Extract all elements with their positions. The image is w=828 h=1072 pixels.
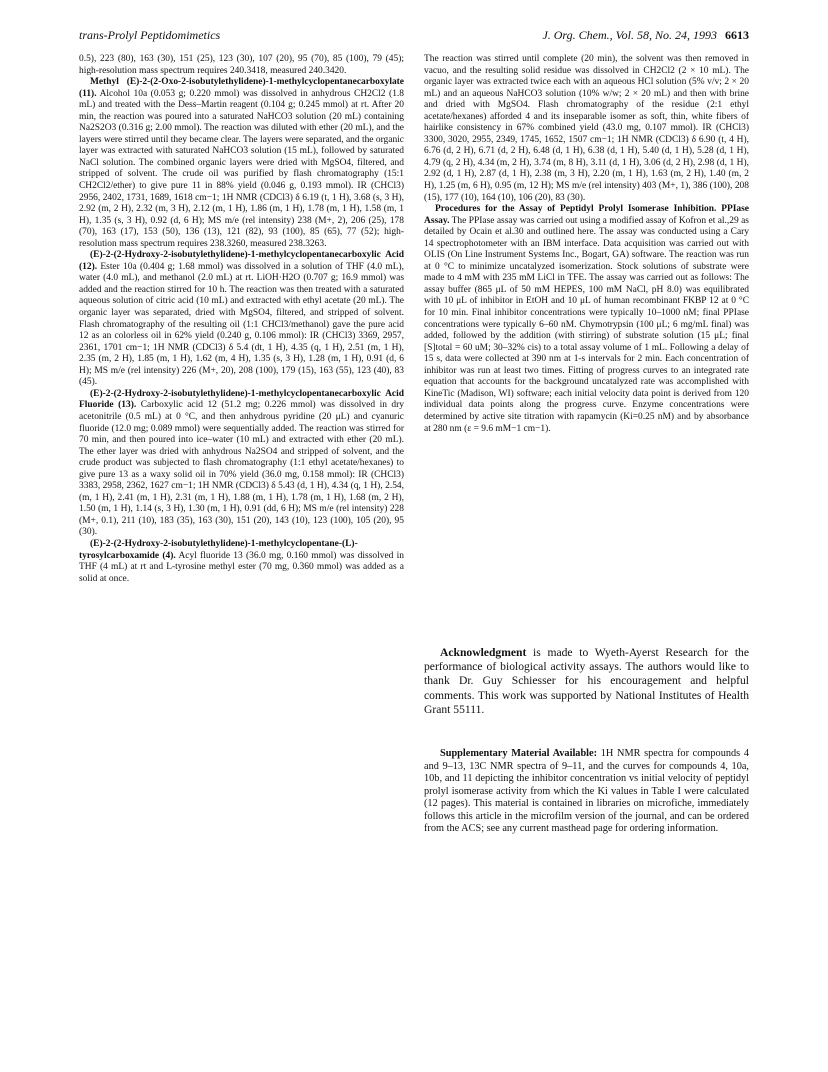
compound-heading: (E)-2-(2-Hydroxy-2-isobutylethylidene)-1-methylcyclopentanecarboxylic Acid Fluoride (13). <box>79 388 404 411</box>
page-number: 6613 <box>725 28 749 42</box>
compound-heading: (E)-2-(2-Hydroxy-2-isobutylethylidene)-1-methylcyclopentane-(L)-tyrosylcarboxamide (4). <box>79 538 358 561</box>
running-title: trans-Prolyl Peptidomimetics <box>79 28 221 42</box>
experimental-paragraph: 0.5), 223 (80), 163 (30), 151 (25), 123 (30), 107 (20), 95 (70), 85 (100), 79 (45); high-resolution mass spectrum requires 240.3418, measured 240.3420. <box>79 54 404 76</box>
experimental-paragraph: (E)-2-(2-Hydroxy-2-isobutylethylidene)-1-methylcyclopentanecarboxylic Acid Fluoride (13). Carboxylic acid 12 (51.2 mg; 0.226 mmol) was dissolved in dry acetonitrile (0.5 mL) at 0 °C, and then anhydrous pyridine (20 μL) and cyanuric fluoride (12.0 mg; 0.089 mmol) were sequentially added. The reaction was stirred for 70 min, and then poured into ice–water (10 mL) and extracted with ether (20 mL). The ether layer was dried with anhydrous Na2SO4 and stripped of solvent, and the crude product was subjected to flash chromatography (1:1 ethyl acetate/hexanes) to give pure 13 as a waxy solid oil in 70% yield (36.0 mg, 0.158 mmol): IR (CHCl3) 3383, 2958, 2362, 1627 cm−1; 1H NMR (CDCl3) δ 5.43 (d, 1 H), 4.34 (q, 1 H), 2.54, (m, 1 H), 2.41 (m, 1 H), 2.31 (m, 1 H), 1.88 (m, 1 H), 1.78 (m, 1 H), 1.68 (m, 2 H), 1.50 (m, 1 H), 1.14 (s, 3 H), 1.30 (m, 1 H), 0.91 (dd, 6 H); MS m/e (rel intensity) 228 (M+, 0.1), 211 (10), 183 (35), 163 (30), 151 (20), 143 (10), 123 (100), 105 (20), 95 (30). <box>79 388 404 538</box>
compound-heading: Methyl (E)-2-(2-Oxo-2-isobutylethylidene)-1-methylcyclopentanecarboxylate (11). <box>79 77 404 99</box>
assay-heading: Procedures for the Assay of Peptidyl Prolyl Isomerase Inhibition. PPIase Assay. <box>424 204 749 226</box>
compound-heading: (E)-2-(2-Hydroxy-2-isobutylethylidene)-1-methylcyclopentanecarboxylic Acid (12). <box>79 250 404 272</box>
left-column <box>79 54 404 1054</box>
supplementary-text: 1H NMR spectra for compounds 4 and 9–13, 13C NMR spectra of 9–11, and the curves for compounds 4, 10a, 10b, and 11 depicting the inhibitor concentration vs initial velocity of peptidyl prolyl isomerase activity from which the Ki values in Table I were calculated (12 pages). This material is contained in libraries on microfiche, immediately follows this article in the microfilm version of the journal, and can be ordered from the ACS; see any current masthead page for ordering information. <box>424 748 749 835</box>
experimental-paragraph: The reaction was stirred until complete (20 min), the solvent was then removed in vacuo, and the resulting solid residue was dissolved in CH2Cl2 (2 × 10 mL). The organic layer was extracted twice each with an aqueous HCl solution (5% v/v; 2 × 20 mL) and an aqueous NaHCO3 solution (10% w/w; 2 × 20 mL) and then with brine and dried with MgSO4. Flash chromatography of the residue (2:1 ethyl acetate/hexanes) afforded 4 and its inseparable isomer as soft, thin, white fibers of hairlike consistency in 67% combined yield (43.0 mg, 0.107 mmol). IR (CHCl3) 3300, 3020, 2955, 2349, 1745, 1652, 1507 cm−1; 1H NMR (CDCl3) δ 6.90 (t, 4 H), 6.76 (d, 2 H), 6.71 (d, 2 H), 6.48 (d, 1 H), 6.38 (d, 1 H), 5.40 (d, 1 H), 5.28 (d, 1 H), 4.79 (q, 2 H), 4.34 (m, 2 H), 3.74 (m, 8 H), 3.11 (d, 1 H), 3.06 (d, 2 H), 2.98 (d, 1 H), 2.92 (d, 1 H), 2.87 (d, 1 H), 2.38 (m, 3 H), 2.20 (m, 1 H), 1.63 (m, 2 H), 1.40 (m, 2 H), 1.25 (m, 6 H), 0.95 (m, 12 H); MS m/e (rel intensity) 403 (M+, 1), 386 (100), 208 (15), 177 (10), 164 (10), 106 (20), 83 (30). <box>424 54 749 203</box>
experimental-paragraph: (E)-2-(2-Hydroxy-2-isobutylethylidene)-1-methylcyclopentane-(L)-tyrosylcarboxamide (4). Acyl fluoride 13 (36.0 mg, 0.160 mmol) was dissolved in THF (4 mL) at rt and L-tyrosine methyl ester (70 mg, 0.360 mmol) was added as a solid at once. <box>79 538 404 584</box>
supplementary-heading: Supplementary Material Available: <box>440 748 598 759</box>
acknowledgment-text: is made to Wyeth-Ayerst Research for the performance of biological activity assays. The authors would like to thank Dr. Guy Schiesser for his encouragement and helpful comments. This work was supported by National Institutes of Health Grant 55111. <box>424 646 749 716</box>
experimental-paragraph: (E)-2-(2-Hydroxy-2-isobutylethylidene)-1-methylcyclopentanecarboxylic Acid (12). Ester 10a (0.404 g; 1.68 mmol) was dissolved in a solution of THF (4.0 mL), water (4.0 mL), and methanol (2.0 mL) at rt. LiOH·H2O (0.707 g; 16.9 mmol) was added and the reaction stirred for 10 h. The reaction was then treated with a saturated aqueous solution of citric acid (10 mL) and extracted with ethyl acetate (20 mL). The organic layer was separated, dried with MgSO4, filtered, and stripped of solvent. Flash chromatography of the resulting oil (1:1 CHCl3/methanol) gave the pure acid 12 as an colorless oil in 62% yield (0.240 g, 0.106 mmol): IR (CHCl3) 3369, 2957, 2361, 1701 cm−1; 1H NMR (CDCl3) δ 5.4 (dt, 1 H), 4.35 (q, 1 H), 2.51 (m, 1 H), 2.35 (m, 2 H), 1.85 (m, 1 H), 1.62 (m, 4 H), 1.35 (s, 3 H), 1.28 (m, 1 H), 0.91 (d, 6 H); MS m/e (rel intensity) 226 (M+, 20), 208 (100), 179 (15), 163 (55), 123 (40), 83 (45). <box>79 250 404 388</box>
acknowledgment-heading: Acknowledgment <box>440 646 527 659</box>
journal-citation <box>542 28 749 42</box>
journal-reference: J. Org. Chem., Vol. 58, No. 24, 1993 <box>542 28 717 42</box>
acknowledgment-section <box>424 646 749 717</box>
supplementary-section <box>424 748 749 836</box>
assay-paragraph: Procedures for the Assay of Peptidyl Prolyl Isomerase Inhibition. PPIase Assay. The PPIase assay was carried out using a modified assay of Kofron et al.,29 as detailed by Ocain et al.30 and outlined here. The assay was conducted using a Cary 14 spectrophotometer with an IBM interface. Data acquisition was carried out with OLIS (On Line Instrument Systems Inc., Bogart, GA) software. The reaction was run at 0 °C to minimize uncatalyzed isomerization. Stock solutions of substrate were made to 4 mM with 235 mM LiCl in TFE. The assay was carried out as follows: The assay buffer (865 μL of 50 mM HEPES, 100 mM NaCl, pH 8.0) was equilibrated with 10 μL of inhibitor in EtOH and 10 μL of human recombinant FKBP 12 at 0 °C for 10 min. Final inhibitor concentrations were typically 10–1000 nM; final PPIase concentrations were typically 6–60 nM. Chymotrypsin (100 μL; 6 mg/mL final) was added, followed by the addition (with stirring) of substrate solution (15 μL; final [S]total = 60 uM; 30–32% cis) to a total assay volume of 1 mL. Following a delay of 15 s, data were collected at 390 nm at 1-s intervals for 2 min. Each concentration of inhibitor was run at least two times. Fitting of progress curves to an integrated rate equation that accounts for the background uncatalyzed rate was accomplished with KineTic (Madison, WI) software; each initial velocity data point is derived from 120 individual data points along the progress curve. Enzyme concentrations were determined by active site titration with rapamycin (Ki=0.25 nM) and by absorbance at 280 nm (ε = 9.6 mM−1 cm−1). <box>424 204 749 434</box>
right-column <box>424 54 749 614</box>
experimental-paragraph: Methyl (E)-2-(2-Oxo-2-isobutylethylidene)-1-methylcyclopentanecarboxylate (11). Alcohol 10a (0.053 g; 0.220 mmol) was dissolved in anhydrous CH2Cl2 (1.8 mL) and treated with the Dess–Martin reagent (0.104 g; 0.245 mmol) at rt. After 20 min, the reaction was poured into a saturated NaHCO3 solution (20 mL) containing Na2S2O3 (0.316 g; 2.00 mmol). The reaction was diluted with ether (20 mL), and the layers were stirred until they became clear. The layers were separated, and the organic layer was extracted with saturated NaHCO3 solution (15 mL), followed by saturated NaCl solution. The combined organic layers were dried with MgSO4, filtered, and stripped of solvent. The crude oil was purified by flash chromatography (15:1 CH2Cl2/ether) to give pure 11 in 88% yield (0.046 g, 0.193 mmol). IR (CHCl3) 2956, 2402, 1731, 1689, 1618 cm−1; 1H NMR (CDCl3) δ 6.19 (t, 1 H), 3.68 (s, 3 H), 2.92 (m, 2 H), 2.32 (m, 3 H), 2.12 (m, 1 H), 1.86 (m, 1 H), 1.78 (m, 1 H), 1.58 (m, 1 H), 1.35 (s, 3 H), 0.92 (d, 6 H); MS m/e (rel intensity) 238 (M+, 2), 206 (25), 178 (70), 163 (17), 153 (50), 136 (13), 121 (82), 93 (100), 85 (65), 77 (52); high-resolution mass spectrum requires 238.3260, measured 238.3263. <box>79 77 404 249</box>
